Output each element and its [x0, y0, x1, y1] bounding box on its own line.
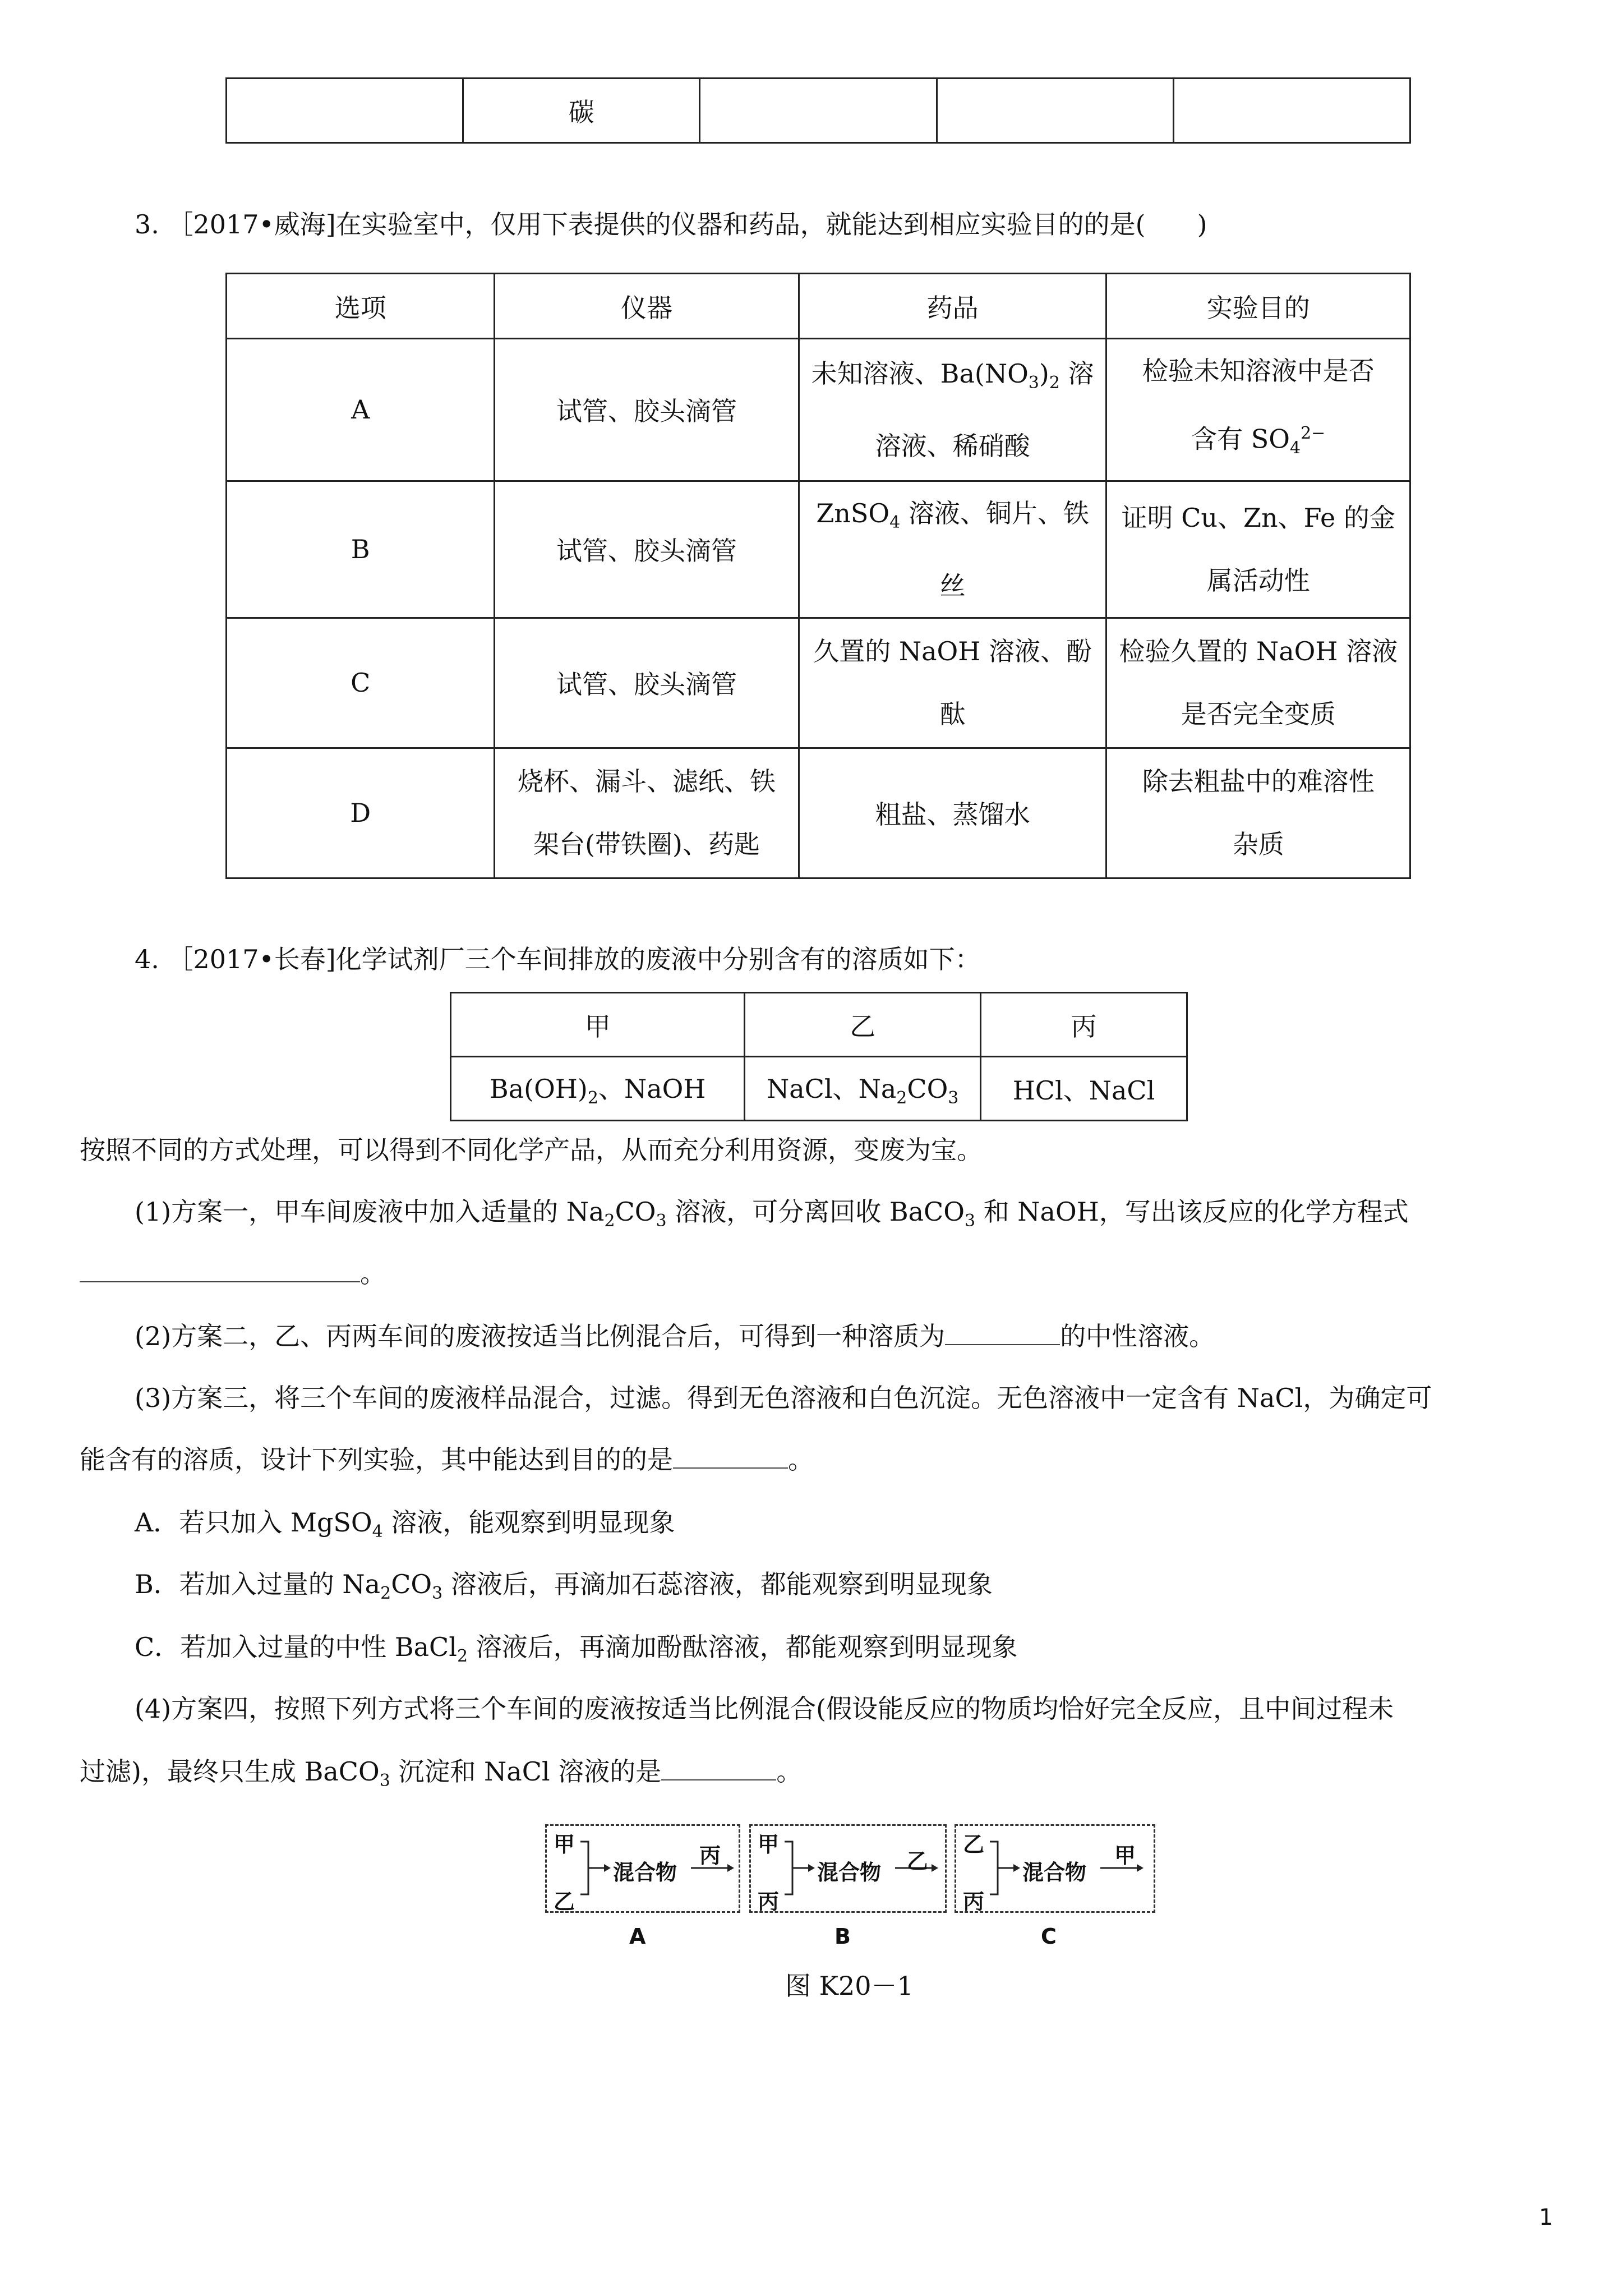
table-row — [227, 618, 1410, 748]
answer-blank[interactable] — [80, 1278, 360, 1282]
diagram-added: 甲 — [1114, 1843, 1136, 1868]
text: 架台(带铁圈)、药匙 — [533, 829, 760, 860]
diagram-mixture: 混合物 — [1022, 1860, 1087, 1885]
text: C．若加入过量的中性 BaCl — [135, 1632, 457, 1662]
diagram-box-b — [749, 1824, 947, 1913]
subscript: 3 — [432, 1584, 443, 1604]
q4-part-3-cont — [80, 1443, 814, 1476]
answer-blank[interactable] — [673, 1464, 788, 1469]
q4-cell — [745, 1057, 981, 1121]
q4-part-1-answer — [80, 1257, 386, 1290]
diagram-label: A — [629, 1924, 646, 1949]
text: 检验久置的 NaOH 溶液 — [1119, 636, 1398, 667]
top-table — [225, 77, 1411, 144]
text: CO — [391, 1569, 432, 1599]
diagram-input-top: 甲 — [554, 1832, 575, 1857]
q4-intro: 按照不同的方式处理，可以得到不同化学产品，从而充分利用资源，变废为宝。 — [80, 1135, 983, 1165]
text: 是否完全变质 — [1181, 699, 1336, 730]
table-row — [451, 1057, 1187, 1121]
q3-option: D — [227, 748, 495, 878]
text: 检验未知溶液中是否 — [1142, 356, 1375, 386]
q3-reagent — [799, 481, 1106, 618]
q4-part-4: (4)方案四，按照下列方式将三个车间的废液按适当比例混合(假设能反应的物质均恰好完全反应，且中间过程未 — [135, 1694, 1394, 1724]
text: 过滤)，最终只生成 BaCO — [80, 1756, 380, 1787]
q4-cell: HCl、NaCl — [980, 1057, 1187, 1121]
diagram-box-c — [955, 1824, 1155, 1913]
q3-reagent — [799, 339, 1106, 481]
q3-purpose — [1106, 618, 1410, 748]
subscript: 3 — [656, 1211, 667, 1231]
diagram-added: 丙 — [699, 1843, 721, 1868]
text: Ba(OH) — [489, 1074, 588, 1105]
q3-instrument: 试管、胶头滴管 — [495, 618, 799, 748]
q4-header: 乙 — [745, 993, 981, 1057]
q3-reagent: 粗盐、蒸馏水 — [799, 748, 1106, 878]
text: 证明 Cu、Zn、Fe 的金 — [1121, 503, 1395, 533]
answer-blank[interactable] — [661, 1776, 776, 1780]
text: 。 — [788, 1444, 814, 1475]
question-3-table — [225, 273, 1411, 879]
subscript: 2 — [457, 1646, 468, 1667]
diagram-input-bottom: 乙 — [554, 1889, 575, 1914]
q3-instrument: 试管、胶头滴管 — [495, 339, 799, 481]
q3-header-instrument: 仪器 — [495, 274, 799, 339]
option-b — [135, 1567, 993, 1611]
q3-purpose — [1106, 481, 1410, 618]
diagram-input-top: 甲 — [758, 1832, 780, 1857]
diagram-mixture: 混合物 — [613, 1860, 677, 1885]
text: 溶液、铜片、铁 — [900, 498, 1089, 528]
q4-part-4-cont — [80, 1755, 802, 1798]
diagram-label: C — [1041, 1924, 1057, 1949]
q4-part-2 — [135, 1319, 1215, 1353]
q4-part-1 — [135, 1195, 1409, 1238]
text: CO — [615, 1197, 656, 1227]
page-number: 1 — [1539, 2205, 1553, 2230]
q3-instrument — [495, 748, 799, 878]
subscript: 2 — [1049, 372, 1060, 393]
q4-header: 甲 — [451, 993, 745, 1057]
diagram-added: 乙 — [907, 1849, 929, 1874]
q3-purpose — [1106, 339, 1410, 481]
text: 溶 — [1059, 358, 1094, 389]
subscript: 3 — [948, 1088, 959, 1108]
text: 溶液，可分离回收 BaCO — [666, 1197, 965, 1227]
top-table-cell — [937, 79, 1173, 143]
diagram-mixture: 混合物 — [817, 1860, 882, 1885]
text: 和 NaOH，写出该反应的化学方程式 — [975, 1197, 1409, 1227]
text: 未知溶液、Ba(NO — [811, 358, 1029, 389]
subscript: 2 — [380, 1584, 391, 1604]
subscript: 4 — [1290, 438, 1301, 458]
text: NaCl、Na — [767, 1074, 897, 1105]
table-row — [227, 748, 1410, 878]
subscript: 4 — [372, 1522, 383, 1542]
answer-blank[interactable] — [945, 1341, 1060, 1345]
text: 属活动性 — [1206, 565, 1310, 596]
question-4-stem: 4. ［2017•长春]化学试剂厂三个车间排放的废液中分别含有的溶质如下： — [135, 944, 981, 974]
q3-instrument: 试管、胶头滴管 — [495, 481, 799, 618]
subscript: 2 — [587, 1088, 598, 1108]
text: B．若加入过量的 Na — [135, 1569, 381, 1599]
text: 、NaOH — [598, 1074, 706, 1105]
subscript: 3 — [1028, 372, 1039, 393]
diagram-input-top: 乙 — [963, 1832, 985, 1857]
subscript: 3 — [379, 1771, 390, 1791]
q4-part-3: (3)方案三，将三个车间的废液样品混合，过滤。得到无色溶液和白色沉淀。无色溶液中一定含有 NaCl，为确定可 — [135, 1383, 1432, 1413]
q3-header-reagent: 药品 — [799, 274, 1106, 339]
q3-option: B — [227, 481, 495, 618]
subscript: 2 — [896, 1088, 907, 1108]
text: CO — [907, 1074, 948, 1105]
diagram-label: B — [834, 1924, 851, 1949]
question-4-table — [450, 992, 1188, 1121]
option-c — [135, 1630, 1018, 1673]
top-table-cell — [700, 79, 937, 143]
q3-option: C — [227, 618, 495, 748]
text: 沉淀和 NaCl 溶液的是 — [390, 1756, 662, 1787]
text: 久置的 NaOH 溶液、酚 — [813, 636, 1092, 667]
q4-header: 丙 — [980, 993, 1187, 1057]
text: 含有 SO — [1191, 424, 1290, 454]
text: 酞 — [939, 699, 966, 730]
q3-header-option: 选项 — [227, 274, 495, 339]
text: 的中性溶液。 — [1060, 1321, 1215, 1351]
text: 丝 — [939, 570, 966, 601]
text: 能含有的溶质，设计下列实验，其中能达到目的的是 — [80, 1444, 673, 1475]
subscript: 2 — [604, 1211, 615, 1231]
diagram-input-bottom: 丙 — [758, 1889, 780, 1914]
text: 溶液后，再滴加石蕊溶液，都能观察到明显现象 — [442, 1569, 993, 1599]
text: ) — [1039, 358, 1049, 389]
text: ZnSO — [816, 498, 890, 528]
subscript: 4 — [889, 512, 901, 532]
q4-cell — [451, 1057, 745, 1121]
text: 烧杯、漏斗、滤纸、铁 — [518, 766, 776, 797]
q3-reagent — [799, 618, 1106, 748]
top-table-cell — [1173, 79, 1410, 143]
text: 杂质 — [1232, 829, 1284, 860]
text: (1)方案一，甲车间废液中加入适量的 Na — [135, 1197, 605, 1227]
text: 除去粗盐中的难溶性 — [1142, 766, 1375, 797]
text: 。 — [360, 1258, 386, 1289]
diagram-input-bottom: 丙 — [963, 1889, 985, 1914]
top-table-cell — [227, 79, 463, 143]
q3-header-purpose: 实验目的 — [1106, 274, 1410, 339]
diagram-box-a — [545, 1824, 740, 1913]
q3-purpose — [1106, 748, 1410, 878]
text: 溶液、稀硝酸 — [875, 430, 1030, 461]
top-table-cell: 碳 — [463, 79, 700, 143]
option-a — [135, 1506, 675, 1549]
text: 溶液，能观察到明显现象 — [382, 1507, 675, 1538]
subscript: 3 — [964, 1211, 976, 1231]
text: 。 — [776, 1756, 803, 1787]
question-3-stem: 3. ［2017•威海]在实验室中，仅用下表提供的仪器和药品，就能达到相应实验目的的是( ) — [135, 209, 1207, 240]
text: A．若只加入 MgSO — [135, 1507, 372, 1538]
text: 溶液后，再滴加酚酞溶液，都能观察到明显现象 — [468, 1632, 1018, 1662]
q3-option: A — [227, 339, 495, 481]
text: (2)方案二，乙、丙两车间的废液按适当比例混合后，可得到一种溶质为 — [135, 1321, 946, 1351]
table-row — [227, 481, 1410, 618]
table-row — [227, 339, 1410, 481]
superscript: 2− — [1301, 424, 1326, 443]
figure-caption: 图 K20－1 — [785, 1971, 914, 2001]
